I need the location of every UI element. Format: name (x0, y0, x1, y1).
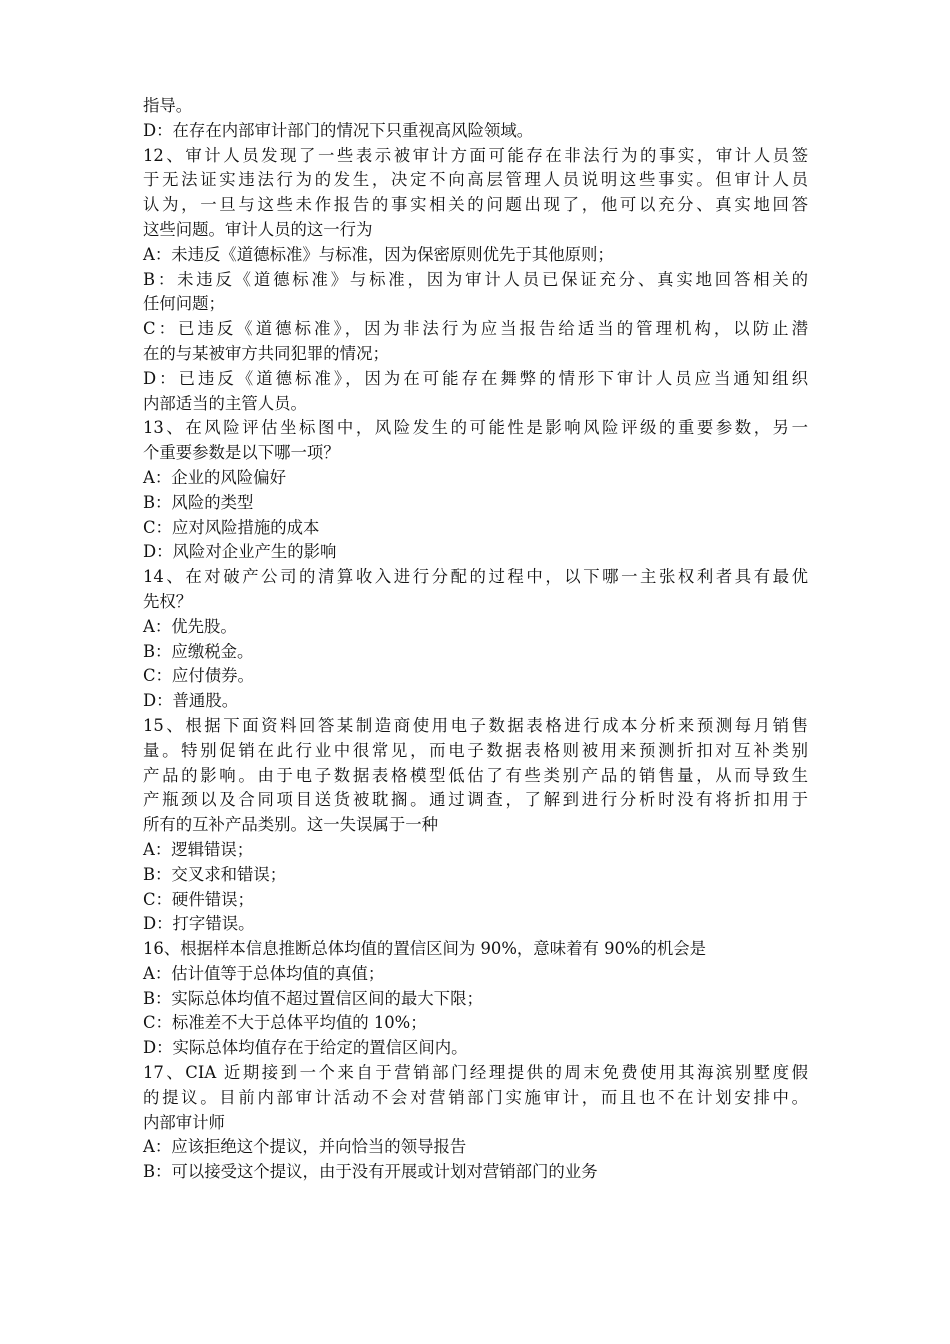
text-line: 于无法证实违法行为的发生，决定不向高层管理人员说明这些事实。但审计人员 (143, 170, 808, 190)
text-line: 所有的互补产品类别。这一失误属于一种 (143, 815, 439, 835)
text-line: 14、在对破产公司的清算收入进行分配的过程中，以下哪一主张权利者具有最优 (143, 567, 808, 587)
text-line: B：实际总体均值不超过置信区间的最大下限； (143, 988, 483, 1008)
text-line: 在的与某被审方共同犯罪的情况； (143, 343, 389, 363)
text-line: 产瓶颈以及合同项目送货被耽搁。通过调查，了解到进行分析时没有将折扣用于 (143, 790, 808, 810)
text-line: B：应缴税金。 (143, 641, 254, 661)
text-line: 先权？ (143, 591, 193, 611)
text-line: 这些问题。审计人员的这一行为 (143, 219, 373, 239)
text-line: 个重要参数是以下哪一项？ (143, 443, 340, 463)
text-line: 产品的影响。由于电子数据表格模型低估了有些类别产品的销售量，从而导致生 (143, 765, 808, 785)
text-line: C：应对风险措施的成本 (143, 517, 320, 537)
text-line: A：估计值等于总体均值的真值； (143, 963, 385, 983)
text-line: 的提议。目前内部审计活动不会对营销部门实施审计，而且也不在计划安排中。 (143, 1087, 808, 1107)
text-line: 15、根据下面资料回答某制造商使用电子数据表格进行成本分析来预测每月销售 (143, 715, 808, 735)
text-line: C：标准差不大于总体平均值的 10%； (143, 1013, 427, 1033)
text-line: D：风险对企业产生的影响 (143, 542, 337, 562)
text-line: 内部审计师 (143, 1112, 225, 1132)
text-line: B：可以接受这个提议，由于没有开展或计划对营销部门的业务 (143, 1162, 598, 1182)
text-line: D：已违反《道德标准》，因为在可能存在舞弊的情形下审计人员应当通知组织 (143, 368, 808, 388)
text-line: A：未违反《道德标准》与标准，因为保密原则优先于其他原则； (143, 244, 614, 264)
text-line: D：普通股。 (143, 691, 239, 711)
text-line: 17、CIA 近期接到一个来自于营销部门经理提供的周末免费使用其海滨别墅度假 (143, 1063, 808, 1083)
text-line: 12、审计人员发现了一些表示被审计方面可能存在非法行为的事实，审计人员签 (143, 145, 808, 165)
text-line: 内部适当的主管人员。 (143, 393, 307, 413)
text-line: 任何问题； (143, 294, 225, 314)
text-line: D：在存在内部审计部门的情况下只重视高风险领域。 (143, 120, 534, 140)
text-line: D：打字错误。 (143, 914, 255, 934)
text-line: A：应该拒绝这个提议，并向恰当的领导报告 (143, 1137, 467, 1157)
text-line: 量。特别促销在此行业中很常见，而电子数据表格则被用来预测折扣对互补类别 (143, 740, 808, 760)
text-line: A：逻辑错误； (143, 839, 254, 859)
text-line: C：应付债券。 (143, 666, 254, 686)
text-line: 16、根据样本信息推断总体均值的置信区间为 90%，意味着有 90%的机会是 (143, 939, 707, 959)
text-line: B：交叉求和错误； (143, 864, 287, 884)
text-line: 指导。 (143, 96, 193, 115)
text-line: 13、在风险评估坐标图中，风险发生的可能性是影响风险评级的重要参数，另一 (143, 418, 808, 438)
document-page (143, 94, 808, 1185)
text-line: D：实际总体均值存在于给定的置信区间内。 (143, 1038, 468, 1058)
text-line: C：硬件错误； (143, 889, 254, 909)
text-line: 认为，一旦与这些未作报告的事实相关的问题出现了，他可以充分、真实地回答 (143, 195, 808, 215)
text-line: A：企业的风险偏好 (143, 467, 286, 487)
text-line: B：风险的类型 (143, 492, 254, 512)
text-line: A：优先股。 (143, 616, 237, 636)
text-line: B：未违反《道德标准》与标准，因为审计人员已保证充分、真实地回答相关的 (143, 269, 808, 289)
text-line: C：已违反《道德标准》，因为非法行为应当报告给适当的管理机构，以防止潜 (143, 319, 808, 339)
